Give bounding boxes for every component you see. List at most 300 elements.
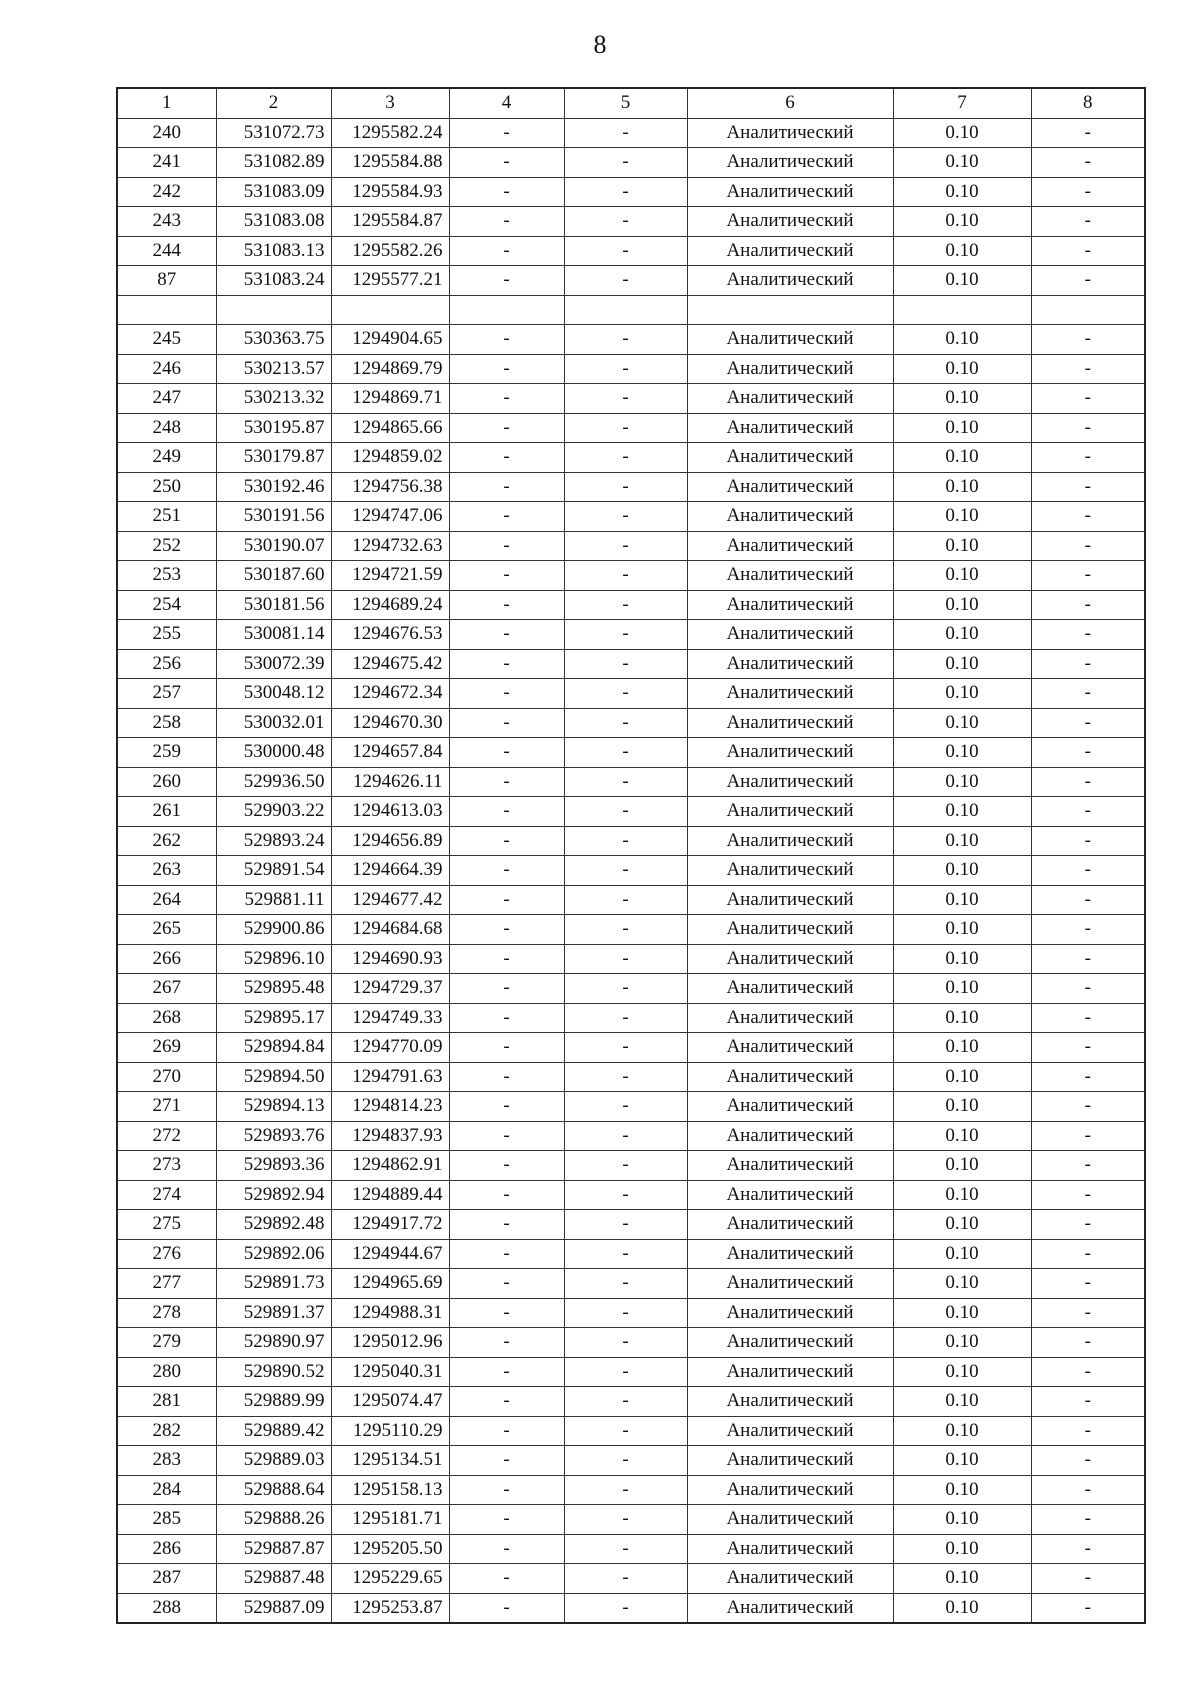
table-cell: 529891.73 [216,1269,331,1299]
column-header: 5 [564,88,687,118]
table-cell: - [449,472,564,502]
table-cell: 531082.89 [216,148,331,178]
table-cell: 1294965.69 [331,1269,449,1299]
table-cell: Аналитический [687,1121,893,1151]
table-cell: - [564,1298,687,1328]
table-cell: - [564,1121,687,1151]
table-cell: 246 [117,354,216,384]
table-cell: Аналитический [687,236,893,266]
table-cell: Аналитический [687,1564,893,1594]
table-cell: - [564,885,687,915]
table-cell: - [1031,1357,1145,1387]
table-cell: - [564,708,687,738]
table-cell: - [449,1387,564,1417]
table-cell: - [564,1062,687,1092]
table-row [117,1357,1145,1387]
table-cell: 530191.56 [216,502,331,532]
table-cell [117,295,216,325]
table-cell: 1294859.02 [331,443,449,473]
table-cell: 250 [117,472,216,502]
table-cell: 264 [117,885,216,915]
table-cell: 529892.48 [216,1210,331,1240]
table-cell: Аналитический [687,767,893,797]
table-row [117,1446,1145,1476]
table-cell: - [449,856,564,886]
table-cell: - [564,1210,687,1240]
table-cell: 529891.54 [216,856,331,886]
table-row [117,738,1145,768]
table-cell: 0.10 [893,1210,1031,1240]
table-cell: - [1031,443,1145,473]
table-cell: - [564,472,687,502]
table-cell: - [564,944,687,974]
table-cell: 274 [117,1180,216,1210]
table-cell: - [564,236,687,266]
table-cell: 530081.14 [216,620,331,650]
table-cell: 243 [117,207,216,237]
table-cell: - [449,177,564,207]
table-cell: 530187.60 [216,561,331,591]
table-row [117,974,1145,1004]
table-cell: - [449,1593,564,1623]
table-row [117,118,1145,148]
table-cell: Аналитический [687,1298,893,1328]
table-cell: - [564,1593,687,1623]
table-cell: 248 [117,413,216,443]
column-header: 2 [216,88,331,118]
table-cell: - [1031,354,1145,384]
table-cell: - [564,1564,687,1594]
table-cell: - [449,384,564,414]
table-cell: Аналитический [687,590,893,620]
table-cell: 0.10 [893,1505,1031,1535]
table-row [117,1564,1145,1594]
table-cell: 0.10 [893,1180,1031,1210]
table-row [117,1298,1145,1328]
table-cell: - [1031,1416,1145,1446]
table-body [117,118,1145,1623]
table-cell: 0.10 [893,502,1031,532]
table-cell: 0.10 [893,856,1031,886]
table-cell: Аналитический [687,915,893,945]
table-cell: Аналитический [687,1003,893,1033]
table-cell: 1294672.34 [331,679,449,709]
table-cell: Аналитический [687,1446,893,1476]
table-cell: - [449,531,564,561]
table-cell: - [1031,472,1145,502]
table-cell: - [564,1387,687,1417]
table-cell: - [449,1298,564,1328]
table-cell: - [1031,1328,1145,1358]
table-cell: Аналитический [687,1033,893,1063]
table-cell: 1295229.65 [331,1564,449,1594]
table-cell: - [564,620,687,650]
table-row [117,561,1145,591]
table-cell: Аналитический [687,177,893,207]
table-cell: 1294729.37 [331,974,449,1004]
table-cell: 0.10 [893,443,1031,473]
table-cell: Аналитический [687,1328,893,1358]
table-row [117,679,1145,709]
table-row [117,1033,1145,1063]
table-cell: 1294675.42 [331,649,449,679]
table-cell: 529887.48 [216,1564,331,1594]
table-cell: - [1031,236,1145,266]
table-cell: 530213.57 [216,354,331,384]
table-row [117,885,1145,915]
table-cell: 0.10 [893,1121,1031,1151]
table-cell: Аналитический [687,708,893,738]
table-row [117,826,1145,856]
table-cell: 0.10 [893,1033,1031,1063]
table-cell: - [1031,1210,1145,1240]
table-cell: 0.10 [893,1269,1031,1299]
table-cell: 0.10 [893,1416,1031,1446]
table-cell: 530032.01 [216,708,331,738]
table-cell: - [1031,767,1145,797]
table-cell: 0.10 [893,118,1031,148]
table-cell: 529893.76 [216,1121,331,1151]
table-cell: 529888.26 [216,1505,331,1535]
table-cell: 529889.42 [216,1416,331,1446]
table-cell: 1295582.26 [331,236,449,266]
table-cell: - [564,649,687,679]
table-cell [331,295,449,325]
table-row [117,295,1145,325]
table-cell: 276 [117,1239,216,1269]
table-cell: - [564,1151,687,1181]
table-row [117,1416,1145,1446]
table-cell: 1295181.71 [331,1505,449,1535]
table-cell: 254 [117,590,216,620]
table-cell: - [1031,561,1145,591]
table-cell: - [449,354,564,384]
table-cell: 266 [117,944,216,974]
table-row [117,1534,1145,1564]
table-cell: Аналитический [687,1239,893,1269]
table-row [117,148,1145,178]
table-cell: 263 [117,856,216,886]
table-cell: 270 [117,1062,216,1092]
table-cell: 1295582.24 [331,118,449,148]
table-cell: - [1031,1475,1145,1505]
table-cell: 529895.48 [216,974,331,1004]
table-cell: - [564,1475,687,1505]
table-cell: - [449,502,564,532]
table-cell: 252 [117,531,216,561]
table-cell: 0.10 [893,915,1031,945]
table-cell: - [564,767,687,797]
table-row [117,443,1145,473]
table-cell: - [449,974,564,1004]
table-cell: 1294676.53 [331,620,449,650]
table-cell: 247 [117,384,216,414]
table-cell: - [449,148,564,178]
table-cell: Аналитический [687,885,893,915]
coordinates-table [116,87,1146,1624]
table-cell: Аналитический [687,1210,893,1240]
table-row [117,472,1145,502]
table-cell: - [1031,531,1145,561]
table-cell: - [449,1328,564,1358]
table-cell: - [1031,1505,1145,1535]
table-cell: - [449,620,564,650]
table-cell: - [1031,118,1145,148]
table-cell: 0.10 [893,384,1031,414]
table-cell: - [449,561,564,591]
table-cell: 530179.87 [216,443,331,473]
table-cell: 1294613.03 [331,797,449,827]
table-cell: 531083.13 [216,236,331,266]
table-cell: Аналитический [687,266,893,296]
table-row [117,502,1145,532]
table-cell: 251 [117,502,216,532]
table-cell: Аналитический [687,502,893,532]
table-cell: 1294656.89 [331,826,449,856]
table-cell: - [564,974,687,1004]
table-cell: - [564,1328,687,1358]
table-cell: Аналитический [687,443,893,473]
table-cell: - [1031,177,1145,207]
table-cell: - [564,1003,687,1033]
table-cell: 529891.37 [216,1298,331,1328]
table-cell: 0.10 [893,974,1031,1004]
column-header: 8 [1031,88,1145,118]
table-cell: 0.10 [893,1475,1031,1505]
table-cell: - [1031,620,1145,650]
table-cell: 87 [117,266,216,296]
table-cell: Аналитический [687,1151,893,1181]
table-cell: 1294626.11 [331,767,449,797]
table-cell: 0.10 [893,1564,1031,1594]
table-cell: 255 [117,620,216,650]
table-cell: Аналитический [687,974,893,1004]
table-cell: - [1031,413,1145,443]
table-cell: 0.10 [893,679,1031,709]
table-cell: - [449,1239,564,1269]
table-cell: Аналитический [687,1387,893,1417]
table-cell: 277 [117,1269,216,1299]
table-cell: 529890.52 [216,1357,331,1387]
table-cell: Аналитический [687,679,893,709]
table-cell: - [564,354,687,384]
table-cell: - [1031,974,1145,1004]
table-cell: - [564,561,687,591]
column-header: 1 [117,88,216,118]
table-cell: - [564,1239,687,1269]
table-cell: - [1031,1180,1145,1210]
table-cell: - [449,413,564,443]
table-cell: 275 [117,1210,216,1240]
table-cell [687,295,893,325]
table-row [117,944,1145,974]
table-cell: 1295040.31 [331,1357,449,1387]
table-cell: 529894.84 [216,1033,331,1063]
table-cell: - [564,384,687,414]
table-cell: - [449,236,564,266]
table-cell: - [564,325,687,355]
table-cell: - [1031,679,1145,709]
table-row [117,1003,1145,1033]
table-cell: - [449,885,564,915]
table-cell: 278 [117,1298,216,1328]
table-cell: 1294664.39 [331,856,449,886]
table-cell: 1294869.79 [331,354,449,384]
table-cell: - [564,1092,687,1122]
table-cell: 0.10 [893,531,1031,561]
table-cell: 1294684.68 [331,915,449,945]
table-cell: - [449,207,564,237]
table-cell: - [449,1003,564,1033]
table-cell: - [449,1534,564,1564]
table-cell: 260 [117,767,216,797]
table-cell: Аналитический [687,1357,893,1387]
table-cell: 0.10 [893,1593,1031,1623]
table-cell: 259 [117,738,216,768]
table-cell: - [449,1210,564,1240]
table-cell: - [1031,826,1145,856]
table-cell: 529893.36 [216,1151,331,1181]
table-cell: - [449,590,564,620]
table-cell: 530000.48 [216,738,331,768]
table-row [117,1121,1145,1151]
table-cell: 253 [117,561,216,591]
table-cell: 0.10 [893,1357,1031,1387]
table-cell: 284 [117,1475,216,1505]
table-cell: 249 [117,443,216,473]
table-cell: - [1031,502,1145,532]
table-cell: 241 [117,148,216,178]
table-row [117,354,1145,384]
column-header: 7 [893,88,1031,118]
table-cell: 258 [117,708,216,738]
table-cell: 268 [117,1003,216,1033]
table-cell: 287 [117,1564,216,1594]
table-cell: 244 [117,236,216,266]
table-cell: 0.10 [893,1446,1031,1476]
table-cell: Аналитический [687,944,893,974]
table-row [117,236,1145,266]
table-cell: - [564,502,687,532]
table-cell: 0.10 [893,177,1031,207]
table-cell: 0.10 [893,1092,1031,1122]
table-row [117,413,1145,443]
table-cell: 530195.87 [216,413,331,443]
table-row [117,325,1145,355]
table-cell: Аналитический [687,207,893,237]
table-cell: 1294904.65 [331,325,449,355]
table-cell: - [1031,1534,1145,1564]
table-cell: 0.10 [893,708,1031,738]
table-row [117,649,1145,679]
table-cell: Аналитический [687,325,893,355]
table-cell: - [449,443,564,473]
table-cell: - [564,1269,687,1299]
table-row [117,531,1145,561]
table-row [117,708,1145,738]
table-cell: 529892.94 [216,1180,331,1210]
table-cell: - [1031,649,1145,679]
table-cell: - [449,915,564,945]
table-cell: - [564,266,687,296]
table-cell: 1295205.50 [331,1534,449,1564]
table-cell: 1294837.93 [331,1121,449,1151]
table-row [117,384,1145,414]
table-cell: - [1031,384,1145,414]
table-cell: - [564,1534,687,1564]
table-cell: 256 [117,649,216,679]
table-cell: 1295158.13 [331,1475,449,1505]
table-cell: 0.10 [893,1328,1031,1358]
table-cell: 1294917.72 [331,1210,449,1240]
table-cell: - [449,1062,564,1092]
table-cell: 0.10 [893,148,1031,178]
table-cell: - [564,1446,687,1476]
table-cell: - [449,1416,564,1446]
column-header: 3 [331,88,449,118]
table-cell [564,295,687,325]
table-cell: - [564,207,687,237]
table-cell: - [1031,1593,1145,1623]
table-cell: 529887.09 [216,1593,331,1623]
table-cell: 1294988.31 [331,1298,449,1328]
table-cell: 531083.24 [216,266,331,296]
table-cell: Аналитический [687,1534,893,1564]
table-cell: 1294747.06 [331,502,449,532]
table-cell: 1295074.47 [331,1387,449,1417]
table-cell: - [449,325,564,355]
table-cell: - [1031,1151,1145,1181]
table-cell: Аналитический [687,354,893,384]
column-header: 6 [687,88,893,118]
table-cell: Аналитический [687,1505,893,1535]
table-cell: 282 [117,1416,216,1446]
table-cell: Аналитический [687,649,893,679]
table-cell: - [449,1121,564,1151]
table-cell: Аналитический [687,797,893,827]
table-cell: 1295134.51 [331,1446,449,1476]
table-cell: Аналитический [687,118,893,148]
table-cell: - [449,266,564,296]
table-cell: 257 [117,679,216,709]
table-cell: 1294756.38 [331,472,449,502]
table-cell: - [1031,1121,1145,1151]
table-cell: 530213.32 [216,384,331,414]
table-cell: - [1031,266,1145,296]
table-cell: 1295577.21 [331,266,449,296]
table-row [117,1328,1145,1358]
table-cell: - [564,856,687,886]
table-cell: - [1031,1239,1145,1269]
table-cell: - [449,708,564,738]
table-row [117,856,1145,886]
table-cell: 0.10 [893,236,1031,266]
table-cell: - [1031,148,1145,178]
table-row [117,207,1145,237]
table-cell: 0.10 [893,354,1031,384]
table-cell: 288 [117,1593,216,1623]
table-cell: 273 [117,1151,216,1181]
column-header: 4 [449,88,564,118]
table-cell: Аналитический [687,856,893,886]
table-cell: - [1031,708,1145,738]
table-cell: - [564,679,687,709]
table-cell: 1295584.87 [331,207,449,237]
table-cell [1031,295,1145,325]
table-cell: 245 [117,325,216,355]
table-row [117,1239,1145,1269]
table-cell: 529893.24 [216,826,331,856]
